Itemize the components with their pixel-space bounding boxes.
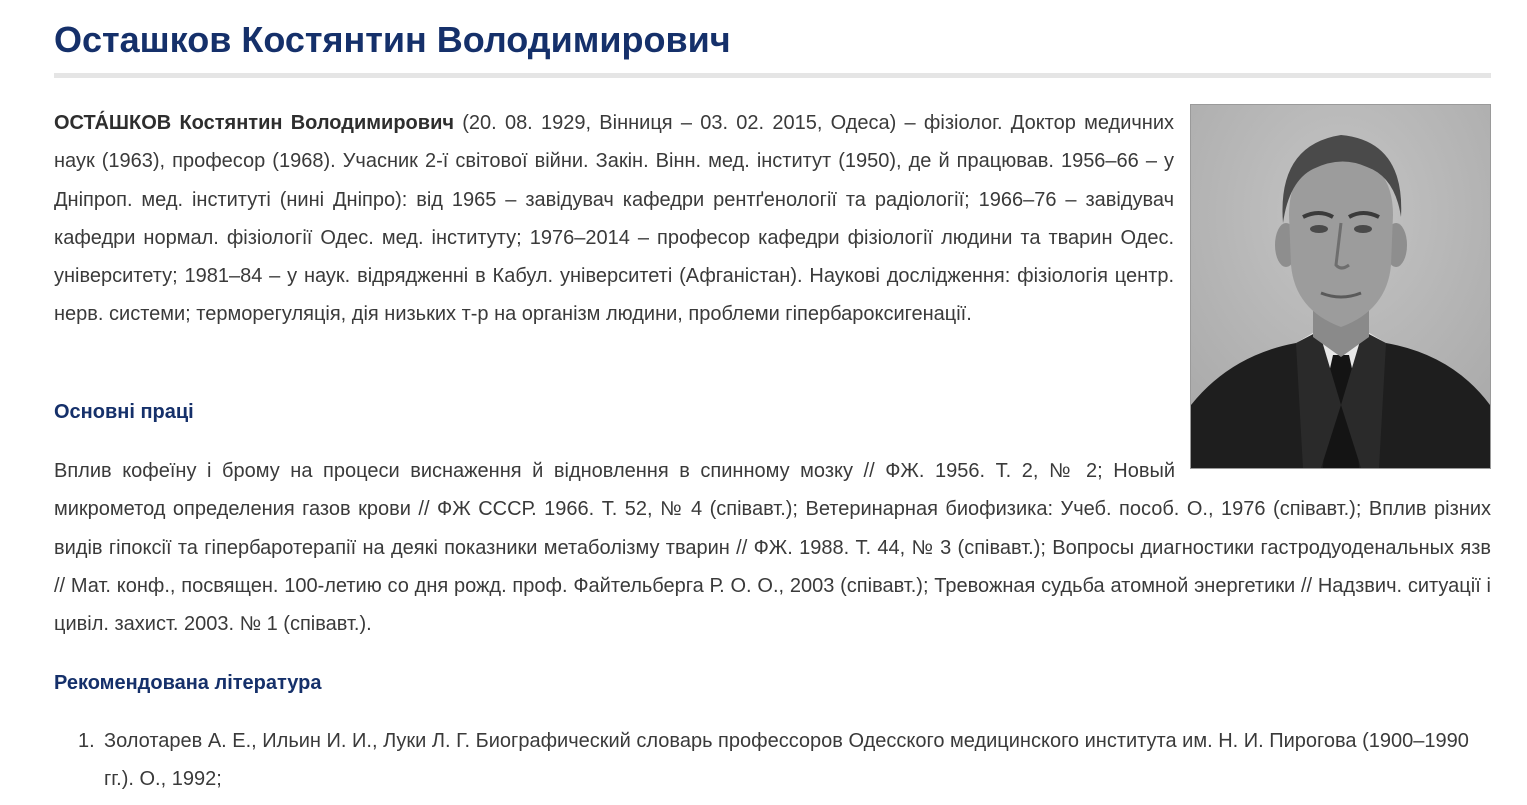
main-works-paragraph	[54, 452, 1491, 643]
literature-heading: Рекомендована література	[54, 672, 322, 694]
portrait-photo[interactable]	[1190, 104, 1491, 469]
biography-paragraph	[54, 104, 1174, 334]
list-item	[54, 722, 1491, 799]
main-works-text: Вплив кофеїну і брому на процеси виснаження й відновлення в спинному мозку // ФЖ. 1956. Т. 2, № 2; Новый микрометод определения газов крови // ФЖ СССР. 1966. Т. 52, № 4 (співавт.); Ветеринарная биофизика: Учеб. пособ. О., 1976 (співавт.); Вплив різних видів гіпоксії та гіпербаротерапії на деякі показники метаболізму тварин // ФЖ. 1988. Т. 44, № 3 (співавт.); Вопросы диагностики гастродуоденальных язв // Мат. конф., посвящен. 100-летию со дня рожд. проф. Файтельберга Р. О. О., 2003 (співавт.); Тревожная судьба атомной энергетики // Надзвич. ситуації і цивіл. захист. 2003. № 1 (співавт.).	[54, 460, 1491, 636]
list-item-text: Золотарев А. Е., Ильин И. И., Луки Л. Г. Биографический словарь профессоров Одесского медицинского института им. Н. И. Пирогова (1900–1990 гг.). О., 1992;	[104, 730, 1469, 791]
portrait-image	[1191, 105, 1490, 468]
main-works-heading: Основні праці	[54, 401, 194, 423]
literature-list	[54, 722, 1491, 799]
page-title: Осташков Костянтин Володимирович	[54, 19, 731, 60]
title-divider	[54, 73, 1491, 78]
list-item-number: 1.	[78, 730, 95, 752]
person-name: ОСТА́ШКОВ Костянтин Володимирович	[54, 112, 454, 134]
biography-text: (20. 08. 1929, Вінниця – 03. 02. 2015, Одеса) – фізіолог. Доктор медичних наук (1963), професор (1968). Учасник 2-ї світової війни. Закін. Вінн. мед. інститут (1950), де й працював. 1956–66 – у Дніпроп. мед. інституті (нині Дніпро): від 1965 – завідувач кафедри рентґенології та радіології; 1966–76 – завідувач кафедри нормал. фізіології Одес. мед. інституту; 1976–2014 – професор кафедри фізіології людини та тварин Одес. університету; 1981–84 – у наук. відрядженні в Кабул. університеті (Афганістан). Наукові дослідження: фізіологія центр. нерв. системи; терморегуляція, дія низьких т-р на організм людини, проблеми гіпербароксигенації.	[54, 112, 1175, 326]
